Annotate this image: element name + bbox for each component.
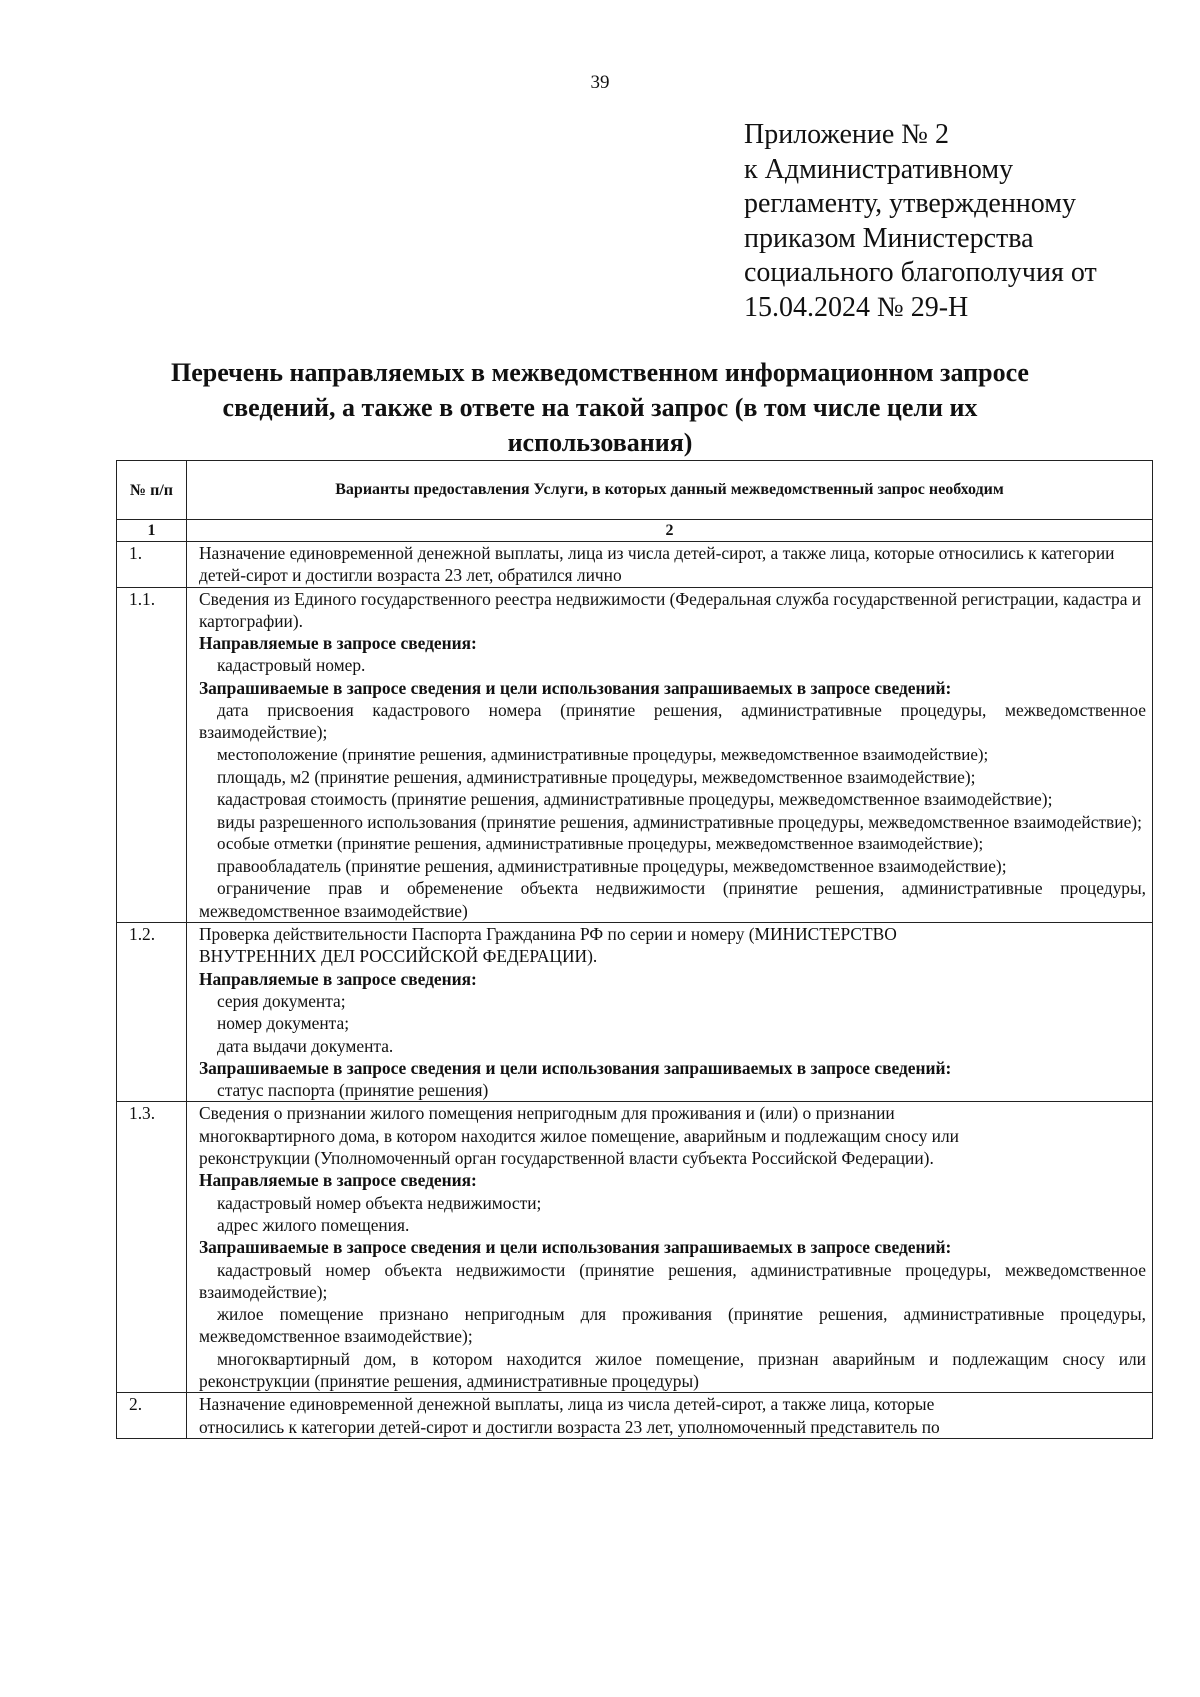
row-text xyxy=(187,923,1153,1102)
row-text xyxy=(187,542,1153,588)
appendix-note xyxy=(744,118,1164,325)
document-title xyxy=(130,355,1070,460)
appendix-line: Приложение № 2 xyxy=(744,119,949,150)
appendix-line: регламенту, утвержденному xyxy=(744,188,1076,219)
sent-heading: Направляемые в запросе сведения: xyxy=(199,633,477,654)
request-source-line: Проверка действительности Паспорта Гражданина РФ по серии и номеру (МИНИСТЕРСТВО xyxy=(199,924,897,945)
column-index-1: 1 xyxy=(117,520,187,542)
table-row xyxy=(117,923,1153,1102)
sent-item: кадастровый номер объекта недвижимости; xyxy=(217,1192,542,1213)
sent-heading: Направляемые в запросе сведения: xyxy=(199,1170,477,1191)
page-number: 39 xyxy=(590,72,610,93)
requested-item: правообладатель (принятие решения, административные процедуры, межведомственное взаимодействие); xyxy=(217,856,1007,877)
table-row xyxy=(117,1393,1153,1439)
requested-item: виды разрешенного использования (принятие решения, административные процедуры, межведомственное взаимодействие); xyxy=(217,811,1142,832)
request-source-line: многоквартирного дома, в котором находится жилое помещение, аварийным и подлежащим сносу или xyxy=(199,1125,959,1146)
sent-item: номер документа; xyxy=(217,1013,350,1034)
service-variant-text: Назначение единовременной денежной выплаты, лица из числа детей-сирот, а также лица, которые относились к категории детей-сирот и достигли возраста 23 лет, обратился лично xyxy=(199,543,1115,586)
requested-item: местоположение (принятие решения, административные процедуры, межведомственное взаимодействие); xyxy=(217,744,989,764)
requested-item: кадастровая стоимость (принятие решения, административные процедуры, межведомственное взаимодействие); xyxy=(217,789,1053,810)
requested-heading: Запрашиваемые в запросе сведения и цели использования запрашиваемых в запросе сведений: xyxy=(199,1057,952,1078)
requested-item: статус паспорта (принятие решения) xyxy=(217,1080,489,1101)
requested-item: площадь, м2 (принятие решения, административные процедуры, межведомственное взаимодействие); xyxy=(217,766,976,787)
request-source-line: реконструкции (Уполномоченный орган государственной власти субъекта Российской Федерации). xyxy=(199,1148,934,1169)
column-index-2: 2 xyxy=(187,520,1153,542)
table-row xyxy=(117,1102,1153,1393)
sent-item: серия документа; xyxy=(217,990,346,1011)
row-number: 1.2. xyxy=(117,923,187,1102)
column-index-row xyxy=(117,520,1153,542)
appendix-line: 15.04.2024 № 29-Н xyxy=(744,291,969,323)
header-text-cell: Варианты предоставления Услуги, в которых данный межведомственный запрос необходим xyxy=(187,461,1153,520)
requested-item: многоквартирный дом, в котором находится жилое помещение, признан аварийным и подлежащим сносу или реконструкции (принятие решения, административные процедуры) xyxy=(199,1348,1146,1391)
sent-item: адрес жилого помещения. xyxy=(217,1214,410,1235)
appendix-line: приказом Министерства xyxy=(744,222,1034,254)
row-number: 1. xyxy=(117,542,187,588)
row-number: 1.1. xyxy=(117,587,187,922)
row-text xyxy=(187,1102,1153,1393)
requested-heading: Запрашиваемые в запросе сведения и цели использования запрашиваемых в запросе сведений: xyxy=(199,677,952,698)
sent-item: кадастровый номер. xyxy=(217,655,366,676)
requested-item: жилое помещение признано непригодным для проживания (принятие решения, административные процедуры, межведомственное взаимодействие); xyxy=(199,1304,1146,1347)
requests-table xyxy=(116,460,1153,1439)
title-line: использования) xyxy=(507,428,693,457)
appendix-line: социального благополучия от xyxy=(744,257,1097,288)
sent-item: дата выдачи документа. xyxy=(217,1035,394,1056)
row-text xyxy=(187,1393,1153,1439)
row-number: 2. xyxy=(117,1393,187,1439)
appendix-line: к Административному xyxy=(744,153,1014,185)
request-source: Сведения из Единого государственного реестра недвижимости (Федеральная служба государственной регистрации, кадастра и картографии). xyxy=(199,588,1142,631)
requested-item: ограничение прав и обременение объекта недвижимости (принятие решения, административные процедуры, межведомственное взаимодействие) xyxy=(199,878,1146,921)
request-source-line: Сведения о признании жилого помещения непригодным для проживания и (или) о признании xyxy=(199,1103,895,1124)
sent-heading: Направляемые в запросе сведения: xyxy=(199,968,477,989)
header-num-cell: № п/п xyxy=(117,461,187,520)
request-source-line: ВНУТРЕННИХ ДЕЛ РОССИЙСКОЙ ФЕДЕРАЦИИ). xyxy=(199,946,598,967)
row-text xyxy=(187,587,1153,922)
title-line: Перечень направляемых в межведомственном информационном запросе xyxy=(171,358,1029,387)
requested-heading: Запрашиваемые в запросе сведения и цели использования запрашиваемых в запросе сведений: xyxy=(199,1237,952,1258)
row-number: 1.3. xyxy=(117,1102,187,1393)
service-variant-line: относились к категории детей-сирот и достигли возраста 23 лет, уполномоченный представитель по xyxy=(199,1416,940,1437)
table-row xyxy=(117,587,1153,922)
table-header-row xyxy=(117,461,1153,520)
service-variant-line: Назначение единовременной денежной выплаты, лица из числа детей-сирот, а также лица, которые xyxy=(199,1394,935,1415)
requested-item: особые отметки (принятие решения, административные процедуры, межведомственное взаимодействие); xyxy=(217,833,984,853)
requested-item: кадастровый номер объекта недвижимости (принятие решения, административные процедуры, межведомственное взаимодействие); xyxy=(199,1259,1146,1302)
title-line: сведений, а также в ответе на такой запрос (в том числе цели их xyxy=(222,393,978,422)
table-row xyxy=(117,542,1153,588)
requested-item: дата присвоения кадастрового номера (принятие решения, административные процедуры, межведомственное взаимодействие); xyxy=(199,700,1146,743)
